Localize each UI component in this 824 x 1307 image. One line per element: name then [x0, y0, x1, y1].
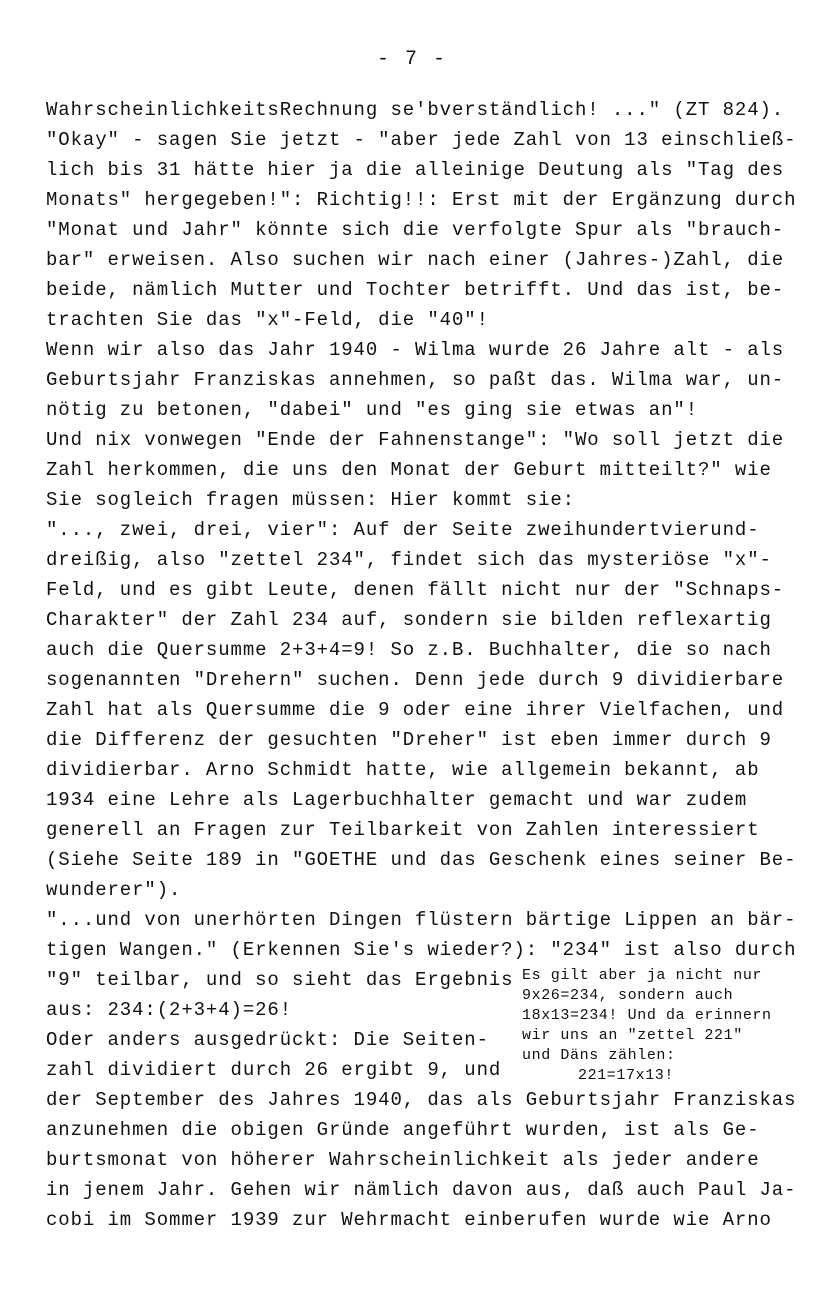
text-line: dividierbar. Arno Schmidt hatte, wie allgemein bekannt, ab	[46, 759, 760, 781]
text-line: beide, nämlich Mutter und Tochter betrifft. Und das ist, be-	[46, 279, 785, 301]
text-line: wunderer").	[46, 879, 182, 901]
side-note-line: wir uns an "zettel 221"	[522, 1027, 743, 1044]
text-line: (Siehe Seite 189 in "GOETHE und das Geschenk eines seiner Be-	[46, 849, 797, 871]
text-line: Charakter" der Zahl 234 auf, sondern sie bilden reflexartig	[46, 609, 772, 631]
text-line: auch die Quersumme 2+3+4=9! So z.B. Buchhalter, die so nach	[46, 639, 772, 661]
text-line: anzunehmen die obigen Gründe angeführt wurden, ist als Ge-	[46, 1119, 760, 1141]
text-line: "9" teilbar, und so sieht das Ergebnis	[46, 969, 514, 991]
text-line: lich bis 31 hätte hier ja die alleinige Deutung als "Tag des	[46, 159, 785, 181]
page-number: - 7 -	[376, 48, 447, 71]
side-note-line: 18x13=234! Und da erinnern	[522, 1007, 772, 1024]
text-line: generell an Fragen zur Teilbarkeit von Zahlen interessiert	[46, 819, 760, 841]
text-line: "...und von unerhörten Dingen flüstern bärtige Lippen an bär-	[46, 909, 797, 931]
text-line: aus: 234:(2+3+4)=26!	[46, 999, 293, 1021]
text-line: Sie sogleich fragen müssen: Hier kommt sie:	[46, 489, 575, 511]
text-line: bar" erweisen. Also suchen wir nach einer (Jahres-)Zahl, die	[46, 249, 785, 271]
side-note-line: und Däns zählen:	[522, 1047, 676, 1064]
text-line: Feld, und es gibt Leute, denen fällt nicht nur der "Schnaps-	[46, 579, 785, 601]
text-line: Monats" hergegeben!": Richtig!!: Erst mit der Ergänzung durch	[46, 189, 797, 211]
text-line: 1934 eine Lehre als Lagerbuchhalter gemacht und war zudem	[46, 789, 748, 811]
text-line: trachten Sie das "x"-Feld, die "40"!	[46, 309, 489, 331]
side-note-line: 9x26=234, sondern auch	[522, 987, 734, 1004]
text-line: sogenannten "Drehern" suchen. Denn jede durch 9 dividierbare	[46, 669, 785, 691]
text-line: nötig zu betonen, "dabei" und "es ging sie etwas an"!	[46, 399, 698, 421]
text-line: "..., zwei, drei, vier": Auf der Seite zweihundertvierund-	[46, 519, 760, 541]
text-line: Und nix vonwegen "Ende der Fahnenstange": "Wo soll jetzt die	[46, 429, 785, 451]
text-line: die Differenz der gesuchten "Dreher" ist eben immer durch 9	[46, 729, 772, 751]
text-line: Oder anders ausgedrückt: Die Seiten-	[46, 1029, 489, 1051]
text-line: Geburtsjahr Franziskas annehmen, so paßt das. Wilma war, un-	[46, 369, 785, 391]
text-line: "Okay" - sagen Sie jetzt - "aber jede Zahl von 13 einschließ-	[46, 129, 797, 151]
side-note-line: Es gilt aber ja nicht nur	[522, 967, 763, 984]
text-line: "Monat und Jahr" könnte sich die verfolgte Spur als "brauch-	[46, 219, 785, 241]
text-line: Zahl herkommen, die uns den Monat der Geburt mitteilt?" wie	[46, 459, 772, 481]
text-line: dreißig, also "zettel 234", findet sich das mysteriöse "x"-	[46, 549, 772, 571]
text-line: Wenn wir also das Jahr 1940 - Wilma wurde 26 Jahre alt - als	[46, 339, 785, 361]
side-note-line: 221=17x13!	[578, 1067, 675, 1084]
text-line: cobi im Sommer 1939 zur Wehrmacht einberufen wurde wie Arno	[46, 1209, 772, 1231]
text-line: zahl dividiert durch 26 ergibt 9, und	[46, 1059, 502, 1081]
text-line: in jenem Jahr. Gehen wir nämlich davon aus, daß auch Paul Ja-	[46, 1179, 797, 1201]
text-line: Zahl hat als Quersumme die 9 oder eine ihrer Vielfachen, und	[46, 699, 785, 721]
text-line: burtsmonat von höherer Wahrscheinlichkeit als jeder andere	[46, 1149, 760, 1171]
text-line: der September des Jahres 1940, das als Geburtsjahr Franziskas	[46, 1089, 797, 1111]
text-line: tigen Wangen." (Erkennen Sie's wieder?): "234" ist also durch	[46, 939, 797, 961]
text-line: WahrscheinlichkeitsRechnung se'bverständlich! ..." (ZT 824).	[46, 99, 785, 121]
